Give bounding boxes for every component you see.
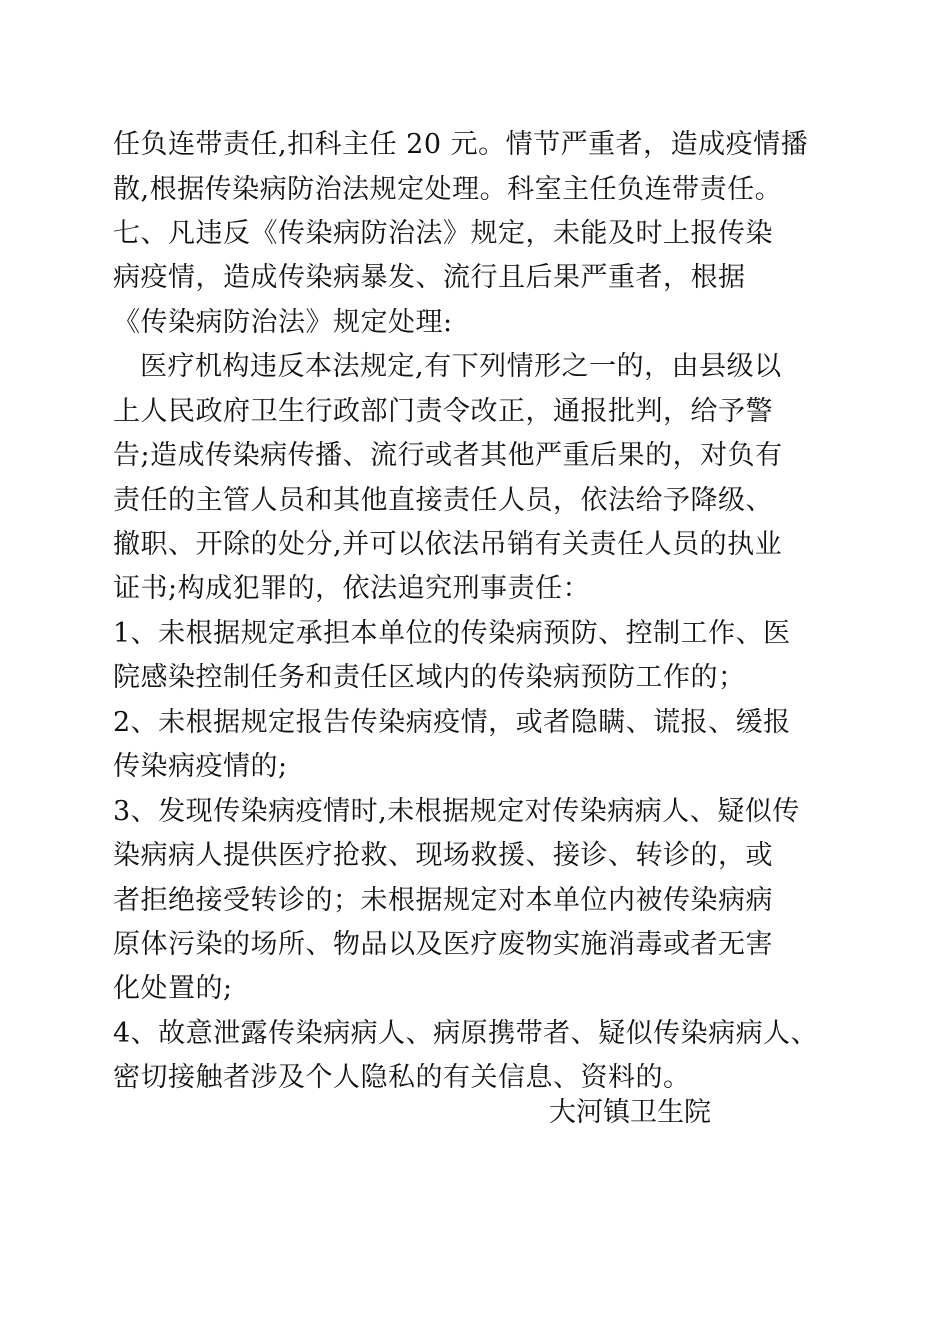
body-line: 2、未根据规定报告传染病疫情，或者隐瞒、谎报、缓报 [113, 707, 791, 738]
body-line: 病疫情，造成传染病暴发、流行且后果严重者，根据 [113, 262, 746, 293]
body-line: 传染病疫情的; [113, 751, 288, 782]
body-line: 任负连带责任,扣科主任 20 元。情节严重者，造成疫情播 [113, 129, 809, 160]
body-line: 者拒绝接受转诊的；未根据规定对本单位内被传染病病 [113, 885, 773, 916]
body-line: 撤职、开除的处分,并可以依法吊销有关责任人员的执业 [113, 529, 783, 560]
body-line: 散,根据传染病防治法规定处理。科室主任负连带责任。 [113, 174, 783, 205]
body-line: 七、凡违反《传染病防治法》规定，未能及时上报传染 [113, 218, 773, 249]
signature: 大河镇卫生院 [549, 1097, 711, 1128]
body-line: 证书;构成犯罪的，依法追究刑事责任： [113, 573, 591, 604]
body-line: 上人民政府卫生行政部门责令改正，通报批判，给予警 [113, 396, 773, 427]
body-line: 染病病人提供医疗抢救、现场救援、接诊、转诊的，或 [113, 840, 773, 871]
body-line: 医疗机构违反本法规定,有下列情形之一的，由县级以 [140, 351, 782, 382]
body-line: 密切接触者涉及个人隐私的有关信息、资料的。 [113, 1062, 691, 1093]
body-line: 责任的主管人员和其他直接责任人员，依法给予降级、 [113, 485, 773, 516]
body-line: 化处置的; [113, 973, 233, 1004]
body-line: 原体污染的场所、物品以及医疗废物实施消毒或者无害 [113, 929, 773, 960]
body-line: 3、发现传染病疫情时,未根据规定对传染病病人、疑似传 [113, 796, 800, 827]
body-line: 4、故意泄露传染病病人、病原携带者、疑似传染病病人、 [113, 1018, 819, 1049]
body-line: 1、未根据规定承担本单位的传染病预防、控制工作、医 [113, 618, 791, 649]
body-line: 院感染控制任务和责任区域内的传染病预防工作的； [113, 662, 746, 693]
body-line: 《传染病防治法》规定处理: [113, 307, 453, 338]
body-line: 告;造成传染病传播、流行或者其他严重后果的，对负有 [113, 440, 783, 471]
